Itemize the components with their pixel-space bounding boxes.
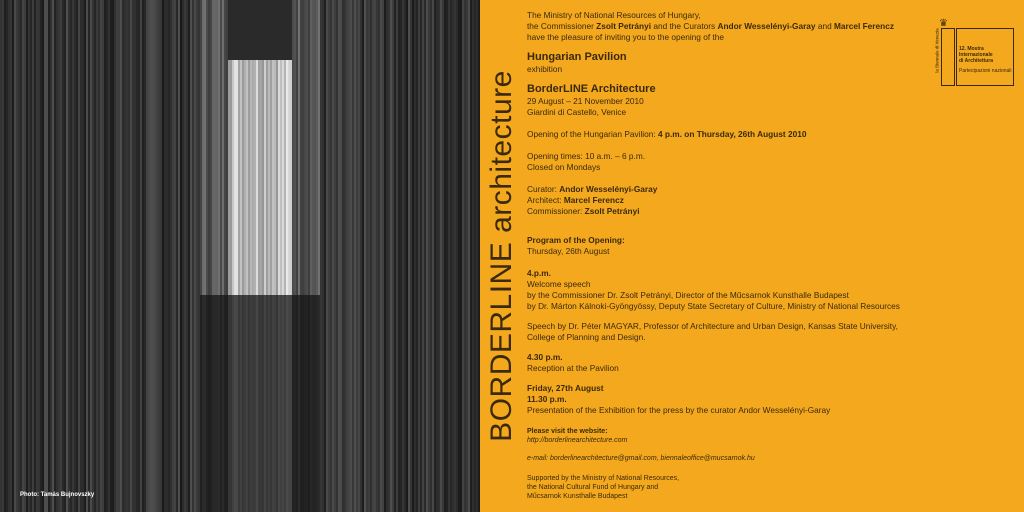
stripe (340, 0, 342, 512)
stripe (78, 0, 80, 512)
stripe (428, 0, 430, 512)
stripe (182, 0, 184, 512)
stripe (80, 0, 82, 512)
stripe (372, 0, 374, 512)
support-l3: Műcsarnok Kunsthalle Budapest (527, 493, 628, 500)
commissioner-line (527, 206, 907, 217)
stripe (76, 0, 78, 512)
stripe (186, 0, 188, 512)
stripe (62, 0, 64, 512)
curator-line (527, 184, 907, 195)
stripe (32, 0, 34, 512)
stripe (40, 0, 42, 512)
stripe (344, 0, 346, 512)
exhibition-title: BorderLINE Architecture (527, 83, 656, 95)
label: Architect: (527, 195, 564, 205)
stripe (348, 0, 350, 512)
stripe (38, 0, 40, 512)
stripe (170, 0, 172, 512)
stripe (324, 0, 326, 512)
stripe (0, 0, 2, 512)
stripe (388, 0, 390, 512)
text: the Commissioner (527, 21, 597, 31)
stripe (88, 0, 90, 512)
stripe (392, 0, 394, 512)
stripe (370, 0, 372, 512)
commissioner-name: Zsolt Petrányi (584, 206, 640, 216)
stripe (148, 0, 150, 512)
stripe (90, 0, 92, 512)
stripe (18, 0, 20, 512)
stripe (12, 0, 14, 512)
stripe (178, 0, 180, 512)
stripe (368, 0, 370, 512)
stripe (16, 0, 18, 512)
stripe (444, 0, 446, 512)
stripe (336, 0, 338, 512)
stripe (188, 0, 190, 512)
photo-credit: Photo: Tamás Bujnovszky (20, 492, 95, 498)
stripe (64, 0, 66, 512)
text: and (815, 21, 835, 31)
stripe (468, 0, 470, 512)
stripe (54, 0, 56, 512)
logo-line: di Architettura (959, 58, 993, 64)
stripe (420, 0, 422, 512)
biennale-logo (936, 18, 1014, 86)
stripe (72, 0, 74, 512)
stripe (456, 0, 458, 512)
contact-email[interactable]: e-mail: borderlinearchitecture@gmail.com, biennaleoffice@mucsarnok.hu (527, 455, 755, 462)
invite-line2 (527, 21, 907, 32)
stripe (386, 0, 388, 512)
times-line2: Closed on Mondays (527, 162, 601, 172)
program-speech-b: College of Planning and Design. (527, 332, 646, 342)
program-heading: Program of the Opening: (527, 235, 625, 245)
stripe (478, 0, 480, 512)
stripe (118, 0, 120, 512)
program-time3 (527, 394, 907, 405)
stripe (10, 0, 12, 512)
stripe (168, 0, 170, 512)
stripe (326, 0, 328, 512)
stripe (164, 0, 166, 512)
stripe (132, 0, 134, 512)
stripe (402, 0, 404, 512)
stripe (346, 0, 348, 512)
stripe (398, 0, 400, 512)
stripe (450, 0, 452, 512)
stripe (134, 0, 136, 512)
stripe (108, 0, 110, 512)
stripe (462, 0, 464, 512)
stripe (342, 0, 344, 512)
stripe (354, 0, 356, 512)
exhibition-place: Giardini di Castello, Venice (527, 107, 627, 117)
time: 11.30 p.m. (527, 394, 567, 404)
time: 4.30 p.m. (527, 352, 563, 362)
stripe (446, 0, 448, 512)
stripe (418, 0, 420, 512)
stripe (404, 0, 406, 512)
stripe (136, 0, 138, 512)
stripe (96, 0, 98, 512)
stripe (8, 0, 10, 512)
stripe (92, 0, 94, 512)
stripe (116, 0, 118, 512)
stripe (120, 0, 122, 512)
stripe (174, 0, 176, 512)
stripe (338, 0, 340, 512)
stripe (84, 0, 86, 512)
program-time1 (527, 268, 907, 279)
program-t1c: by Dr. Márton Kálnoki-Gyöngyössy, Deputy State Secretary of Culture, Ministry of National Resources (527, 301, 900, 311)
commissioner-name: Zsolt Petrányi (596, 21, 652, 31)
stripe (50, 0, 52, 512)
stripe (390, 0, 392, 512)
stripe (146, 0, 148, 512)
stripe (14, 0, 16, 512)
stripe (332, 0, 334, 512)
stripe (352, 0, 354, 512)
stripe (382, 0, 384, 512)
text: Opening of the Hungarian Pavilion: (527, 129, 658, 139)
text: and the Curators (651, 21, 718, 31)
time: 4.p.m. (527, 268, 551, 278)
stripe (142, 0, 144, 512)
stripe (364, 0, 366, 512)
stripe (26, 0, 28, 512)
stripe (20, 0, 22, 512)
support-l2: the National Cultural Fund of Hungary and (527, 484, 659, 491)
logo-vertical-text: la Biennale di Venezia (934, 28, 940, 73)
stripe (154, 0, 156, 512)
stripe (454, 0, 456, 512)
vertical-title (482, 0, 520, 512)
stripe (60, 0, 62, 512)
stripe (68, 0, 70, 512)
invitation-text (527, 10, 907, 501)
opening-time: 4 p.m. on Thursday, 26th August 2010 (658, 129, 807, 139)
stripe (86, 0, 88, 512)
label: Commissioner: (527, 206, 585, 216)
stripe (356, 0, 358, 512)
stripe (436, 0, 438, 512)
stripe (138, 0, 140, 512)
stripe (378, 0, 380, 512)
program-t2a: Reception at the Pavilion (527, 363, 619, 373)
stripe (426, 0, 428, 512)
stripe (30, 0, 32, 512)
stripe (6, 0, 8, 512)
winged-lion-icon: ♛ (939, 18, 948, 29)
stripe (82, 0, 84, 512)
stripe (360, 0, 362, 512)
stripe (452, 0, 454, 512)
ceiling (228, 0, 292, 60)
opening-line (527, 129, 907, 140)
stripe (334, 0, 336, 512)
visit-label: Please visit the website: (527, 428, 608, 435)
curator1-name: Andor Wesselényi-Garay (717, 21, 816, 31)
floor-shadow (200, 295, 320, 512)
stripe (384, 0, 386, 512)
logo-frame-left (941, 28, 955, 86)
logo-line: Internazionale (959, 52, 993, 58)
stripe (28, 0, 30, 512)
stripe (198, 0, 200, 512)
program-t1a: Welcome speech (527, 279, 591, 289)
stripe (160, 0, 162, 512)
stripe (192, 0, 194, 512)
program-title (527, 235, 907, 246)
stripe (94, 0, 96, 512)
stripe (460, 0, 462, 512)
stripe (144, 0, 146, 512)
stripe (126, 0, 128, 512)
vertical-title-text: BORDERLINE architecture (485, 70, 518, 442)
stripe (350, 0, 352, 512)
label: Curator: (527, 184, 560, 194)
stripe (98, 0, 100, 512)
stripe (162, 0, 164, 512)
stripe (394, 0, 396, 512)
logo-text (959, 46, 1012, 74)
stripe (102, 0, 104, 512)
curator2-name: Marcel Ferencz (834, 21, 894, 31)
stripe (70, 0, 72, 512)
stripe (374, 0, 376, 512)
program-day: Thursday, 26th August (527, 246, 610, 256)
stripe (396, 0, 398, 512)
stripe (42, 0, 44, 512)
logo-line: Partecipazioni nazionali (959, 68, 1012, 74)
stripe (472, 0, 474, 512)
logo-line: 12. Mostra (959, 46, 984, 52)
stripe (470, 0, 472, 512)
stripe (400, 0, 402, 512)
stripe (44, 0, 46, 512)
stripe (172, 0, 174, 512)
stripe (180, 0, 182, 512)
stripe (124, 0, 126, 512)
stripe (442, 0, 444, 512)
stripe (190, 0, 192, 512)
stripe (330, 0, 332, 512)
stripe (34, 0, 36, 512)
stripe (58, 0, 60, 512)
stripe (128, 0, 130, 512)
stripe (48, 0, 50, 512)
contact-url[interactable]: http://borderlinearchitecture.com (527, 437, 628, 444)
program-time2 (527, 352, 907, 363)
stripe (52, 0, 54, 512)
stripe (458, 0, 460, 512)
stripe (430, 0, 432, 512)
stripe (448, 0, 450, 512)
support-l1: Supported by the Ministry of National Resources, (527, 475, 680, 482)
stripe (422, 0, 424, 512)
stripe (114, 0, 116, 512)
stripe (166, 0, 168, 512)
program-fri (527, 383, 907, 394)
stripe (140, 0, 142, 512)
stripe (158, 0, 160, 512)
architect-name: Marcel Ferencz (563, 195, 624, 205)
stripe (130, 0, 132, 512)
stripe (358, 0, 360, 512)
stripe (4, 0, 6, 512)
stripe (322, 0, 324, 512)
pavilion-title: Hungarian Pavilion (527, 51, 627, 63)
stripe (22, 0, 24, 512)
stripe (46, 0, 48, 512)
stripe (176, 0, 178, 512)
stripe (56, 0, 58, 512)
stripe (110, 0, 112, 512)
stripe (320, 0, 322, 512)
stripe (380, 0, 382, 512)
stripe (36, 0, 38, 512)
stripe (376, 0, 378, 512)
stripe (150, 0, 152, 512)
stripe (414, 0, 416, 512)
program-t3a: Presentation of the Exhibition for the press by the curator Andor Wesselényi-Garay (527, 405, 831, 415)
stripe (106, 0, 108, 512)
friday: Friday, 27th August (527, 383, 604, 393)
stripe (2, 0, 4, 512)
contact-visit (527, 427, 907, 436)
stripe (476, 0, 478, 512)
times-line1: Opening times: 10 a.m. – 6 p.m. (527, 151, 646, 161)
stripe (438, 0, 440, 512)
stripe (362, 0, 364, 512)
program-speech-a: Speech by Dr. Péter MAGYAR, Professor of Architecture and Urban Design, Kansas State University, (527, 321, 898, 331)
stripe (416, 0, 418, 512)
stripe (184, 0, 186, 512)
curator-name: Andor Wesselényi-Garay (559, 184, 658, 194)
stripe (24, 0, 26, 512)
pavilion-sub: exhibition (527, 64, 563, 74)
program-t1b: by the Commissioner Dr. Zsolt Petrányi, Director of the Műcsarnok Kunsthalle Budapest (527, 290, 849, 300)
stripe (440, 0, 442, 512)
stripe (122, 0, 124, 512)
stripe (408, 0, 410, 512)
exhibition-dates: 29 August – 21 November 2010 (527, 96, 644, 106)
stripe (434, 0, 436, 512)
stripe (152, 0, 154, 512)
stripe (466, 0, 468, 512)
architect-line (527, 195, 907, 206)
photo-stripes (0, 0, 480, 512)
stripe (406, 0, 408, 512)
stripe (432, 0, 434, 512)
stripe (156, 0, 158, 512)
invite-line1: The Ministry of National Resources of Hungary, (527, 10, 701, 20)
stripe (464, 0, 466, 512)
stripe (366, 0, 368, 512)
stripe (194, 0, 196, 512)
stripe (112, 0, 114, 512)
stripe (412, 0, 414, 512)
stripe (474, 0, 476, 512)
stripe (100, 0, 102, 512)
stripe (66, 0, 68, 512)
invite-line3: have the pleasure of inviting you to the opening of the (527, 32, 724, 42)
stripe (196, 0, 198, 512)
stripe (74, 0, 76, 512)
stripe (424, 0, 426, 512)
striped-photo (0, 0, 480, 512)
stripe (410, 0, 412, 512)
stripe (328, 0, 330, 512)
stripe (104, 0, 106, 512)
